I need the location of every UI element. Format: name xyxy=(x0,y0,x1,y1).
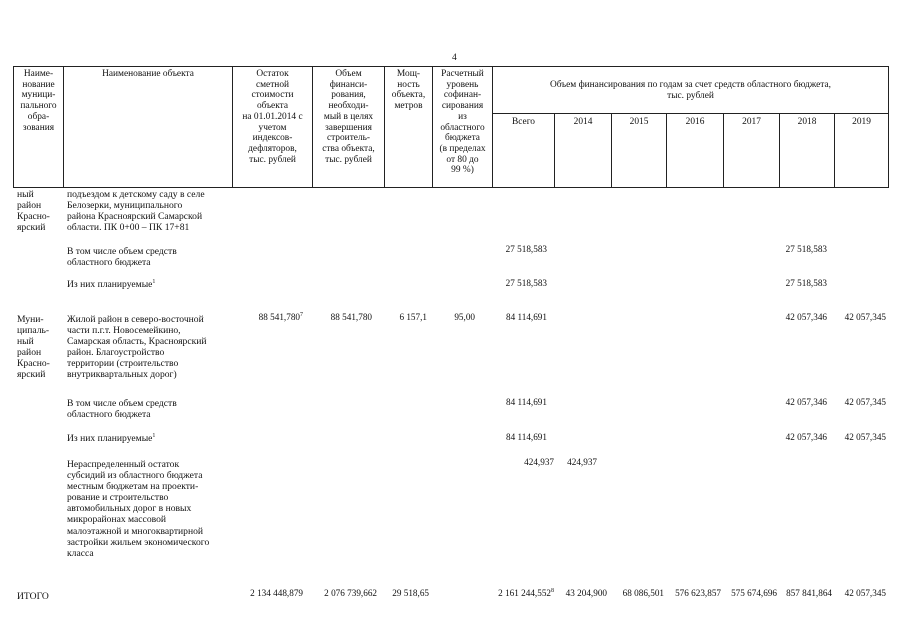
total-volume: 2 076 739,662 xyxy=(324,588,377,598)
row2-remainder-value: 88 541,780 xyxy=(258,312,300,322)
header-year-2019: 2019 xyxy=(852,117,871,127)
header-year-2016: 2016 xyxy=(685,117,705,127)
total-capacity: 29 518,65 xyxy=(392,588,429,598)
row2-plan-2019: 42 057,345 xyxy=(844,432,886,442)
total-label: ИТОГО xyxy=(17,591,49,602)
header-cofinancing: Расчетный уровень софинан- сирования из областного бюджета (в пределах от 80 до 99 %) xyxy=(439,69,486,176)
header-remainder: Остаток сметной стоимости объекта на 01.01.2014 с учетом индексов- дефляторов, тыс. рублей xyxy=(242,69,303,165)
row3-2014: 424,937 xyxy=(567,457,597,467)
row2-2019: 42 057,345 xyxy=(844,312,886,322)
header-municipality: Наиме- нование муници- пального обра- зования xyxy=(20,69,57,133)
row1-plan-2018: 27 518,583 xyxy=(785,278,827,288)
row2-object: Жилой район в северо-восточной части п.г.т. Новосемейкино, Самарская область, Красноярский район. Благоустройство территории (строительство внутриквартальных дорог) xyxy=(67,314,207,381)
row2-plan-text: Из них планируемые xyxy=(67,433,153,444)
header-year-2015: 2015 xyxy=(629,117,649,127)
total-total-value: 2 161 244,552 xyxy=(498,588,551,598)
row1-incl-2018: 27 518,583 xyxy=(785,244,827,254)
row1-municipality: ный район Красно- ярский xyxy=(17,189,50,234)
row3-total: 424,937 xyxy=(524,457,554,467)
row2-plan-label xyxy=(67,433,232,444)
row2-municipality: Муни- ципаль- ный район Красно- ярский xyxy=(17,314,50,381)
row1-plan-label xyxy=(67,279,232,290)
row2-cofinancing: 95,00 xyxy=(454,312,475,322)
row1-object: подъездом к детскому саду в селе Белозерки, муниципального района Красноярский Самарской области. ПК 0+00 – ПК 17+81 xyxy=(67,189,205,234)
row2-incl-label: В том числе объем средств областного бюджета xyxy=(67,398,177,421)
total-2016: 576 623,857 xyxy=(675,588,721,598)
header-year-2018: 2018 xyxy=(797,117,817,127)
row1-incl-total: 27 518,583 xyxy=(505,244,547,254)
row2-incl-2019: 42 057,345 xyxy=(844,397,886,407)
header-vline-1 xyxy=(63,66,64,188)
page-number: 4 xyxy=(452,53,457,63)
row1-plan-footnote: 1 xyxy=(152,278,156,285)
row2-incl-total: 84 114,691 xyxy=(505,397,547,407)
row2-plan-2018: 42 057,346 xyxy=(785,432,827,442)
header-bottom-border xyxy=(13,187,889,188)
row2-remainder xyxy=(236,312,303,323)
row1-plan-total: 27 518,583 xyxy=(505,278,547,288)
header-funding-group: Объем финансирования по годам за счет средств областного бюджета, тыс. рублей xyxy=(549,80,832,101)
row2-plan-footnote: 1 xyxy=(152,432,156,439)
total-2018: 857 841,864 xyxy=(786,588,832,598)
total-remainder: 2 134 448,879 xyxy=(250,588,303,598)
total-2014: 43 204,900 xyxy=(565,588,607,598)
row1-incl-label: В том числе объем средств областного бюджета xyxy=(67,246,177,269)
row2-volume: 88 541,780 xyxy=(330,312,372,322)
header-year-2014: 2014 xyxy=(573,117,593,127)
row2-incl-2018: 42 057,346 xyxy=(785,397,827,407)
header-top-border xyxy=(13,66,889,67)
row2-capacity: 6 157,1 xyxy=(399,312,427,322)
row2-plan-total: 84 114,691 xyxy=(505,432,547,442)
header-vline-13 xyxy=(888,66,889,188)
row3-label: Нераспределенный остаток субсидий из областного бюджета местным бюджетам на проекти- рование и строительство автомобильных дорог в новых микрорайонах массовой малоэтажной и многоквартирной застройки жильем экономического класса xyxy=(67,459,210,559)
total-total-footnote: 8 xyxy=(551,587,554,594)
row2-total: 84 114,691 xyxy=(505,312,547,322)
total-2019: 42 057,345 xyxy=(844,588,886,598)
header-years-divider xyxy=(492,113,889,114)
total-total xyxy=(488,588,554,599)
header-year-total: Всего xyxy=(512,117,535,127)
row1-plan-text: Из них планируемые xyxy=(67,279,153,290)
total-2017: 575 674,696 xyxy=(731,588,777,598)
header-volume: Объем финанси- рования, необходи- мый в целях завершения строитель- ства объекта, тыс. рублей xyxy=(322,69,375,165)
row2-2018: 42 057,346 xyxy=(785,312,827,322)
header-capacity: Мощ- ность объекта, метров xyxy=(391,69,426,112)
header-year-2017: 2017 xyxy=(742,117,761,127)
header-object: Наименование объекта xyxy=(102,69,194,79)
total-2015: 68 086,501 xyxy=(622,588,664,598)
row2-remainder-footnote: 7 xyxy=(300,311,303,318)
